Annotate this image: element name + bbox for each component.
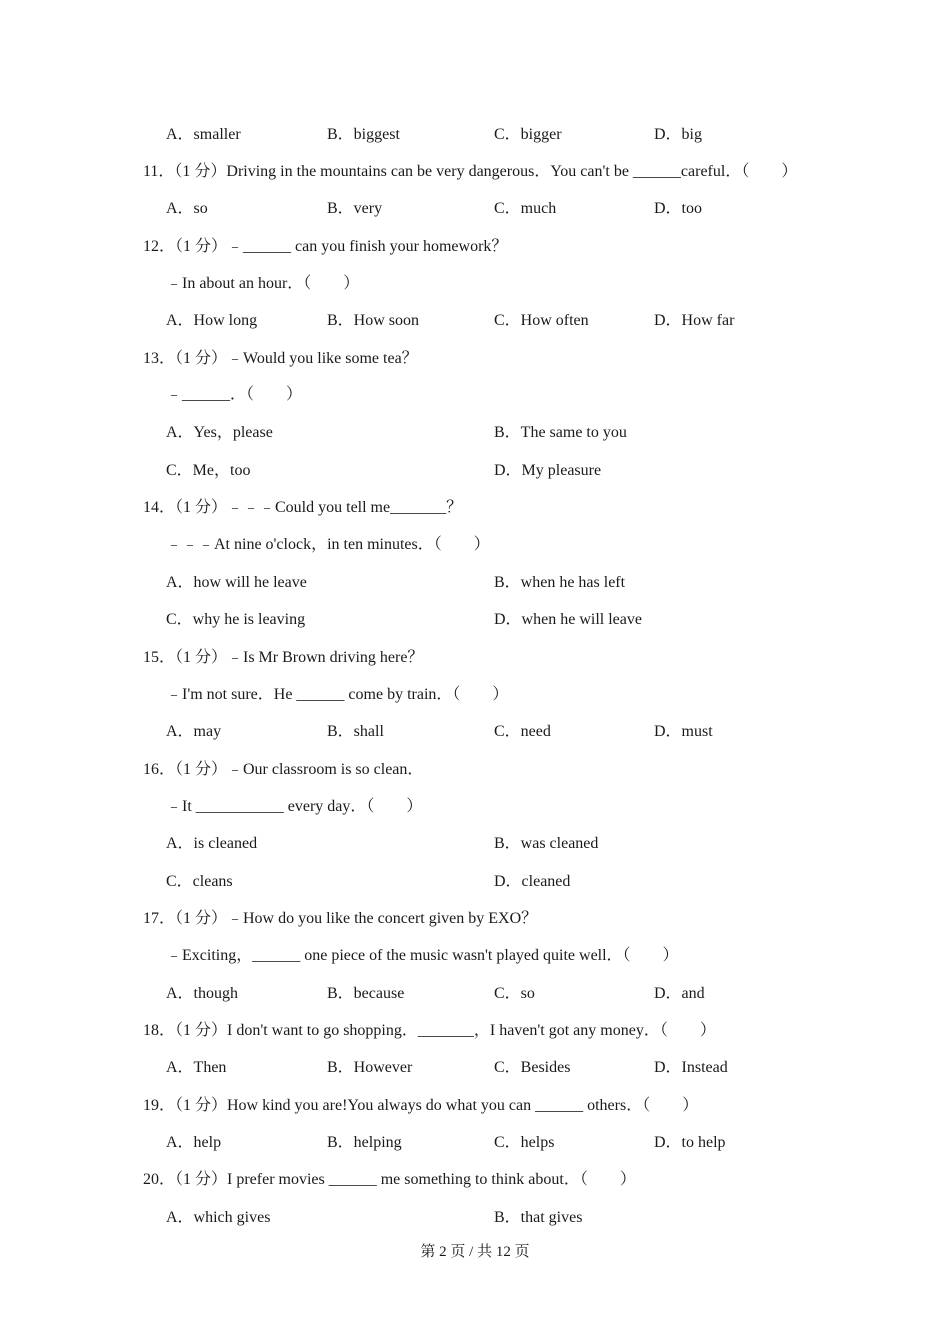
q13-reply: ﹣______．（ ） [166, 386, 303, 403]
q17-option-b: B．because [327, 985, 405, 1002]
q10-option-d: D．big [654, 126, 703, 143]
q19-option-d: D．to help [654, 1134, 726, 1151]
q16-reply: ﹣It ___________ every day．（ ） [166, 798, 423, 815]
q14-option-d: D．when he will leave [494, 611, 642, 628]
q18-option-b: B．However [327, 1059, 413, 1076]
q11-option-a: A．so [166, 200, 208, 217]
q17-option-d: D．and [654, 985, 705, 1002]
q15-option-d: D．must [654, 723, 713, 740]
q11-stem: 11．（1 分）Driving in the mountains can be very dangerous．You can't be ______careful．（ ） [143, 163, 798, 180]
page-footer: 第 2 页 / 共 12 页 [420, 1244, 530, 1260]
q19-stem: 19．（1 分）How kind you are!You always do what you can ______ others．（ ） [143, 1097, 699, 1114]
q11-option-c: C．much [494, 200, 557, 217]
q16-option-b: B．was cleaned [494, 835, 599, 852]
q10-option-c: C．bigger [494, 126, 562, 143]
q17-option-c: C．so [494, 985, 535, 1002]
q17-reply: ﹣Exciting，______ one piece of the music wasn't played quite well．（ ） [166, 947, 679, 964]
q16-option-d: D．cleaned [494, 873, 571, 890]
q19-option-b: B．helping [327, 1134, 402, 1151]
q13-stem: 13．（1 分）﹣Would you like some tea？ [143, 350, 418, 367]
q13-option-b: B．The same to you [494, 424, 627, 441]
q12-stem: 12．（1 分）﹣______ can you finish your homework？ [143, 238, 508, 255]
q17-stem: 17．（1 分）﹣How do you like the concert given by EXO？ [143, 910, 538, 927]
q15-reply: ﹣I'm not sure．He ______ come by train．（ ） [166, 686, 509, 703]
q19-option-a: A．help [166, 1134, 222, 1151]
q18-option-c: C．Besides [494, 1059, 571, 1076]
q12-reply: ﹣In about an hour．（ ） [166, 275, 360, 292]
q14-option-b: B．when he has left [494, 574, 626, 591]
q11-option-d: D．too [654, 200, 703, 217]
q13-option-d: D．My pleasure [494, 462, 602, 479]
q16-stem: 16．（1 分）﹣Our classroom is so clean． [143, 761, 424, 778]
q11-option-b: B．very [327, 200, 383, 217]
q18-option-a: A．Then [166, 1059, 227, 1076]
q12-option-b: B．How soon [327, 312, 420, 329]
q15-option-c: C．need [494, 723, 551, 740]
q14-reply: ﹣﹣﹣At nine o'clock，in ten minutes．（ ） [166, 536, 490, 553]
q10-option-b: B．biggest [327, 126, 400, 143]
q12-option-c: C．How often [494, 312, 589, 329]
q20-option-b: B．that gives [494, 1209, 583, 1226]
q10-option-a: A．smaller [166, 126, 241, 143]
q15-option-a: A．may [166, 723, 222, 740]
q14-stem: 14．（1 分）﹣﹣﹣Could you tell me_______？ [143, 499, 463, 516]
q13-option-a: A．Yes，please [166, 424, 273, 441]
q12-option-d: D．How far [654, 312, 735, 329]
q14-option-a: A．how will he leave [166, 574, 307, 591]
q20-option-a: A．which gives [166, 1209, 271, 1226]
q14-option-c: C．why he is leaving [166, 611, 306, 628]
q16-option-a: A．is cleaned [166, 835, 258, 852]
q17-option-a: A．though [166, 985, 239, 1002]
q15-option-b: B．shall [327, 723, 384, 740]
q18-stem: 18．（1 分）I don't want to go shopping．_______，I haven't got any money．（ ） [143, 1022, 716, 1039]
q13-option-c: C．Me，too [166, 462, 251, 479]
q16-option-c: C．cleans [166, 873, 233, 890]
q18-option-d: D．Instead [654, 1059, 728, 1076]
q19-option-c: C．helps [494, 1134, 555, 1151]
q15-stem: 15．（1 分）﹣Is Mr Brown driving here？ [143, 649, 424, 666]
q12-option-a: A．How long [166, 312, 258, 329]
q20-stem: 20．（1 分）I prefer movies ______ me something to think about．（ ） [143, 1171, 636, 1188]
